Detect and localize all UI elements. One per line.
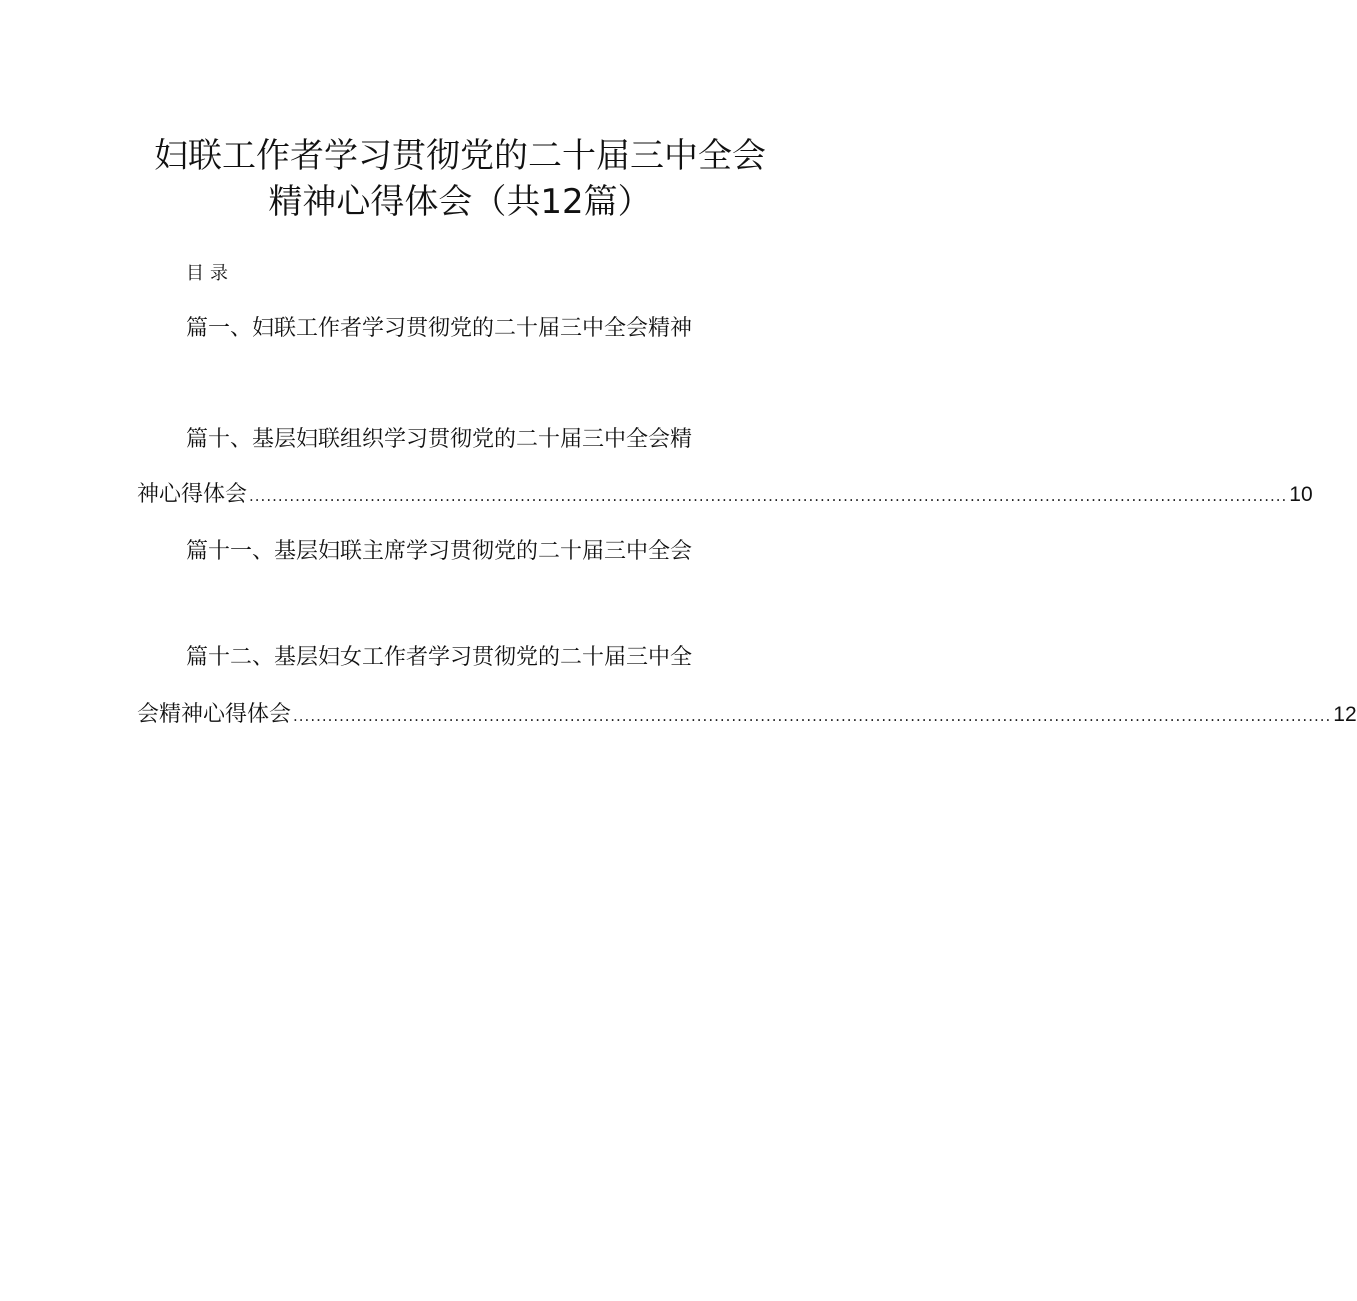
toc-entry-1[interactable]: 篇一、妇联工作者学习贯彻党的二十届三中全会精神 xyxy=(186,316,693,341)
toc-entry-4-line-1[interactable]: 篇十二、基层妇女工作者学习贯彻党的二十届三中全 xyxy=(186,645,693,670)
document-title-line-1: 妇联工作者学习贯彻党的二十届三中全会 xyxy=(154,136,766,176)
toc-entry-2-page-number: 10 xyxy=(1289,483,1313,506)
toc-heading: 目录 xyxy=(186,263,234,284)
toc-entry-2-line-1[interactable]: 篇十、基层妇联组织学习贯彻党的二十届三中全会精 xyxy=(186,427,693,452)
document-title-line-2: 精神心得体会（共12篇） xyxy=(268,182,652,222)
toc-entry-4-page-number: 12 xyxy=(1333,703,1357,726)
toc-entry-2-text: 神心得体会 xyxy=(137,482,248,507)
dot-leader: .................................................................................................................................................................................... xyxy=(249,487,1288,505)
toc-entry-3[interactable]: 篇十一、基层妇联主席学习贯彻党的二十届三中全会 xyxy=(186,539,693,564)
toc-entry-4-text: 会精神心得体会 xyxy=(137,702,292,727)
toc-entry-2-line-2[interactable] xyxy=(137,480,1313,511)
toc-entry-4-line-2[interactable] xyxy=(137,700,1357,731)
dot-leader: .................................................................................................................................................................................... xyxy=(293,707,1332,725)
